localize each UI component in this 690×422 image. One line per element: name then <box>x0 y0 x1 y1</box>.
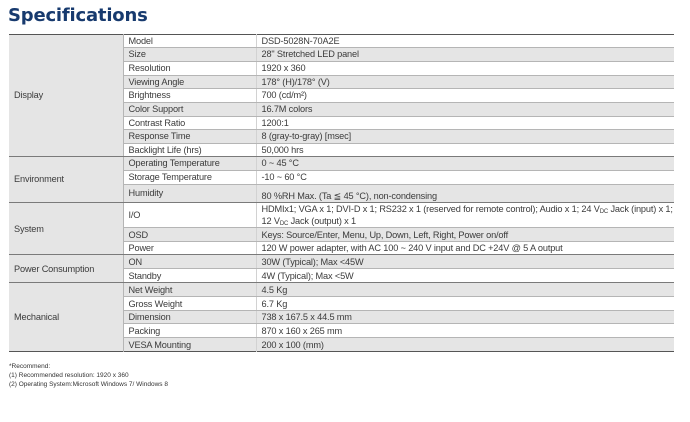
dc-subscript: DC <box>599 209 609 215</box>
category-mechanical: Mechanical <box>9 283 123 352</box>
spec-label: Humidity <box>123 185 256 203</box>
spec-value: 8 (gray-to-gray) [msec] <box>256 130 674 144</box>
spec-label: Brightness <box>123 89 256 103</box>
spec-label: OSD <box>123 228 256 242</box>
spec-value: -10 ~ 60 °C <box>256 171 674 185</box>
spec-value: 178° (H)/178° (V) <box>256 76 674 89</box>
table-row <box>9 157 674 171</box>
spec-value-io <box>256 203 674 228</box>
spec-label: Dimension <box>123 311 256 324</box>
spec-value: 6.7 Kg <box>256 297 674 311</box>
spec-value: 16.7M colors <box>256 103 674 117</box>
io-text-4: Jack (output) x 1 <box>288 215 356 226</box>
category-display: Display <box>9 35 123 157</box>
spec-label: Backlight Life (hrs) <box>123 144 256 157</box>
spec-value: 50,000 hrs <box>256 144 674 157</box>
spec-value: 1920 x 360 <box>256 62 674 76</box>
page-title: Specifications <box>8 5 148 26</box>
spec-value: 200 x 100 (mm) <box>256 338 674 352</box>
footnote-resolution: (1) Recommended resolution: 1920 x 360 <box>9 372 129 379</box>
spec-label: Standby <box>123 269 256 283</box>
spec-label: Gross Weight <box>123 297 256 311</box>
spec-value: 4.5 Kg <box>256 283 674 297</box>
spec-label: ON <box>123 255 256 269</box>
footnote-operating-system: (2) Operating System:Microsoft Windows 7/ Windows 8 <box>9 381 168 388</box>
spec-label: Viewing Angle <box>123 76 256 89</box>
spec-label: I/O <box>123 203 256 228</box>
spec-label: Contrast Ratio <box>123 117 256 130</box>
spec-label: Color Support <box>123 103 256 117</box>
spec-label: Storage Temperature <box>123 171 256 185</box>
category-system: System <box>9 203 123 255</box>
footnotes <box>9 362 168 389</box>
spec-label: Power <box>123 242 256 255</box>
spec-value: 870 x 160 x 265 mm <box>256 324 674 338</box>
table-row <box>9 35 674 48</box>
spec-value: 120 W power adapter, with AC 100 ~ 240 V input and DC +24V @ 5 A output <box>256 242 674 255</box>
table-row <box>9 203 674 228</box>
footnote-heading: *Recommend: <box>9 363 51 370</box>
spec-value: 738 x 167.5 x 44.5 mm <box>256 311 674 324</box>
category-environment: Environment <box>9 157 123 203</box>
spec-value: 0 ~ 45 °C <box>256 157 674 171</box>
io-text-1: HDMIx1; VGA x 1; DVI-D x 1; RS232 x 1 (reserved for remote control); Audio x 1; 24 V <box>261 204 600 214</box>
spec-label: Model <box>123 35 256 48</box>
spec-label: Resolution <box>123 62 256 76</box>
spec-value: 80 %RH Max. (Ta ≦ 45 °C), non-condensing <box>256 185 674 203</box>
spec-value: 30W (Typical); Max <45W <box>256 255 674 269</box>
table-row <box>9 255 674 269</box>
spec-label: Net Weight <box>123 283 256 297</box>
io-text-2: Jack (input) x 1; <box>608 204 673 214</box>
specifications-table <box>9 34 674 352</box>
spec-label: Operating Temperature <box>123 157 256 171</box>
table-row <box>9 283 674 297</box>
category-power-consumption: Power Consumption <box>9 255 123 283</box>
spec-label: Response Time <box>123 130 256 144</box>
spec-value: DSD-5028N-70A2E <box>256 35 674 48</box>
spec-value: 4W (Typical); Max <5W <box>256 269 674 283</box>
spec-value: 1200:1 <box>256 117 674 130</box>
dc-subscript: DC <box>279 220 289 227</box>
spec-value: 28" Stretched LED panel <box>256 48 674 62</box>
spec-value: 700 (cd/m²) <box>256 89 674 103</box>
spec-label: VESA Mounting <box>123 338 256 352</box>
io-text-3: 12 V <box>261 215 280 226</box>
spec-label: Size <box>123 48 256 62</box>
spec-value: Keys: Source/Enter, Menu, Up, Down, Left, Right, Power on/off <box>256 228 674 242</box>
spec-label: Packing <box>123 324 256 338</box>
